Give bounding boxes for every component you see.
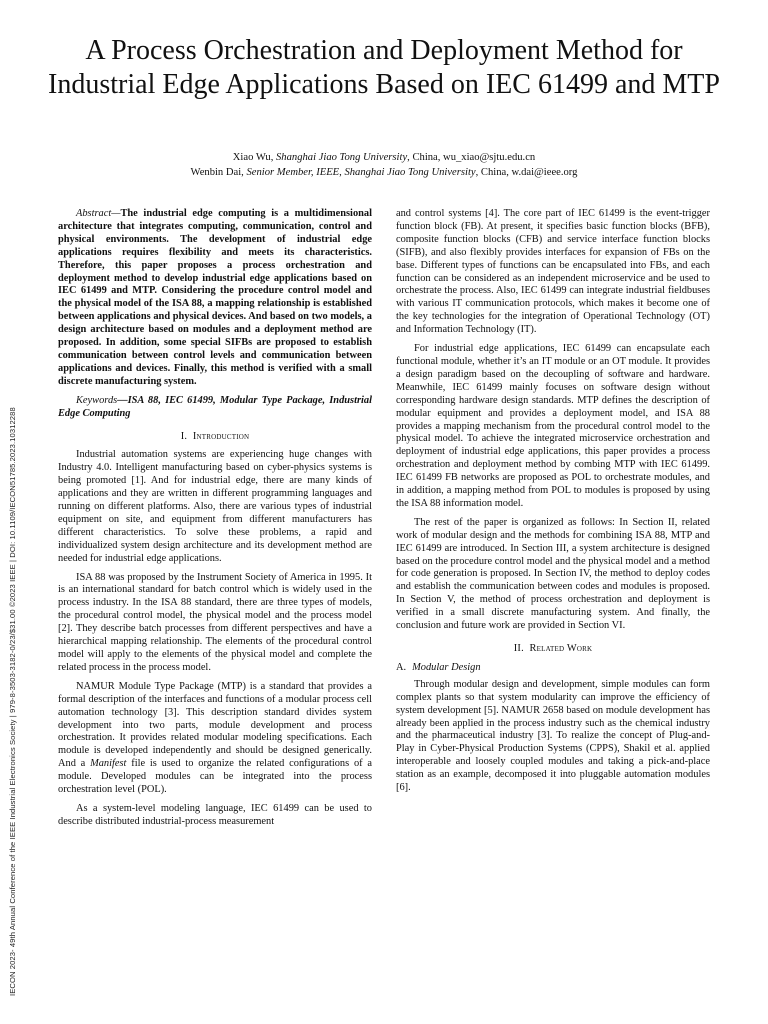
paragraph: As a system-level modeling language, IEC 61499 can be used to describe distributed industrial-process measurement xyxy=(58,802,372,827)
author-contact: , China, wu_xiao@sjtu.edu.cn xyxy=(407,152,536,163)
paragraph: NAMUR Module Type Package (MTP) is a standard that provides a formal description of the interfaces and functions of a modular process cell automation technology [3]. This description standard divides system development into two parts, module development and process orchestration. It provides related modular modeling specifications. Each module is developed independently and should be designed generically. And a Manifest file is used to organize the related configurations of a module. Developed modules can be integrated into the process orchestration level (POL). xyxy=(58,680,372,796)
section-heading-introduction: I. Introduction xyxy=(180,430,250,442)
keywords-label: Keywords xyxy=(76,394,118,406)
paragraph: For industrial edge applications, IEC 61499 can encapsulate each functional module, whether it’s an IT module or an OT module. It provides a design paradigm based on the decoupling of software and hardware. Meanwhile, IEC 61499 mainly focuses on software design without corresponding hardware design standards. MTP defines the description of modular equipment and provides a deployment model, and ISA 88 provides a mapping mechanism from the procedural control model to the physical model. To achieve the integrated microservice orchestration and deployment of industrial edge applications, this paper provides a process orchestration and deployment method by combing MTP with IEC 61499. IEC 61499 FB networks are proposed as POL to orchestrate modules, and in addition, a mapping method from POL to modules is proposed by using the ISA 88 information model. xyxy=(396,343,710,509)
abstract-text: The industrial edge computing is a multidimensional architecture that integrates computing, communication, control and physical environments. The development of industrial edge applications requires flexibility and meets its characteristics. Therefore, this paper proposes a process orchestration and deployment method to develop industrial edge applications based on IEC 61499 and MTP. Considering the procedure control model and the physical model of the ISA 88, a mapping relationship is established between applications and physical devices. And based on two models, a design architecture based on modules and a deployment method are proposed. In addition, some special SIFBs are proposed to establish communication between control levels and communication between applications and devices. Finally, this method is verified with a small discrete manufacturing system. xyxy=(58,208,372,387)
author-name: Xiao Wu, xyxy=(232,152,276,163)
right-column xyxy=(396,208,710,801)
keywords-text: ISA 88, IEC 61499, Modular Type Package, Industrial Edge Computing xyxy=(58,394,372,419)
paragraph: ISA 88 was proposed by the Instrument Society of America in 1995. It is an international standard for batch control which is widely used in the process industry. In the ISA 88 standard, there are three types of models, the procedural control model, the physical model and the process model [2]. They describe batch processes from different perspectives and have a hierarchical mapping relationship. The elements of the procedural control model will apply to the elements of the physical model and complete the related process in the process model. xyxy=(58,571,372,673)
author-line xyxy=(40,165,728,180)
author-contact: , China, w.dai@ieee.org xyxy=(475,167,578,178)
author-block xyxy=(40,150,728,180)
subsection-heading-modular-design: A. Modular Design xyxy=(396,661,481,673)
paragraph: Industrial automation systems are experiencing huge changes with Industry 4.0. Intelligent manufacturing based on cyber-physics systems is being promoted [1]. And for industrial edge, there are many kinds of applications and they are written in different programming languages and running on different platforms. Also, there are various types of industrial equipment on site, and equipment from different manufacturers has different characteristics. To solve these problems, a rapid and individualized system design architecture and its development method are needed for industrial edge applications. xyxy=(58,449,372,564)
left-column xyxy=(58,208,372,835)
abstract: Abstract—The industrial edge computing is a multidimensional architecture that integrates computing, communication, control and physical environments. The development of industrial edge applications requires flexibility and meets its characteristics. Therefore, this paper proposes a process orchestration and deployment method to develop industrial edge applications based on IEC 61499 and MTP. Considering the procedure control model and the physical model of the ISA 88, a mapping relationship is established between applications and physical devices. And based on two models, a design architecture based on modules and a deployment method are proposed. In addition, some special SIFBs are proposed to establish communication between control levels and communication between applications and devices. Finally, this method is verified with a small discrete manufacturing system. xyxy=(58,208,372,387)
keywords: Keywords—ISA 88, IEC 61499, Modular Type Package, Industrial Edge Computing xyxy=(58,394,372,419)
author-line xyxy=(40,150,728,165)
paragraph: and control systems [4]. The core part of IEC 61499 is the event-trigger function block (FB). At present, it specifies basic function blocks (BFB), composite function blocks (CFB) and service interface function blocks (SIFB), and also flexibly provides interfaces for expansion of FBs on the base. Different types of functions can be encapsulated into FBs, and each function can be considered as an independent microservice and be used to orchestrate the process. Also, IEC 61499 can integrate industrial fieldbuses with various IT communication protocols, which makes it become one of the key technologies for the integration of Operational Technology (OT) and Information Technology (IT). xyxy=(396,208,710,336)
paper-title: A Process Orchestration and Deployment Method for Industrial Edge Applications Based on IEC 61499 and MTP xyxy=(48,35,720,100)
author-affiliation: Senior Member, IEEE, Shanghai Jiao Tong University xyxy=(246,167,476,178)
emphasis: Manifest xyxy=(90,758,127,770)
section-heading-related-work: II. Related Work xyxy=(513,643,593,654)
author-name: Wenbin Dai, xyxy=(190,167,247,178)
paragraph: Through modular design and development, simple modules can form complex plants so that system modularity can improve the efficiency of system development [5]. NAMUR 2658 based on module development has already been applied in the process industry such as the chemical industry and the pharmaceutical industry [3]. To realize the concept of Plug-and-Play in Cyber-Physical Production Systems (CPPS), Shakil et al. applied interoperable and loosely coupled modules and taking a pick-and-place station as an example, decomposed it into pluggable automation modules [6]. xyxy=(396,678,710,794)
abstract-label: Abstract xyxy=(76,208,112,219)
publication-sidebar-text: IECON 2023- 49th Annual Conference of the IEEE Industrial Electronics Society | 979-8-3503-3182-0/23/$31.00 ©2023 IEEE | DOI: 10.1109/IECON51785.2023.10312288 xyxy=(8,407,17,996)
paragraph: The rest of the paper is organized as follows: In Section II, related work of modular design and the methods for combining ISA 88, MTP and IEC 61499 are introduced. In Section III, a system architecture is designed based on the procedure control model and the physical model and a method for code generation is proposed. In Section IV, the method to deploy codes and establish the communication between codes and modules is proposed. In Section V, the method of process orchestration and deployment is verified in a small discrete manufacturing system. And finally, the conclusion and future work are provided in Section VI. xyxy=(396,516,710,632)
author-affiliation: Shanghai Jiao Tong University xyxy=(276,152,408,163)
